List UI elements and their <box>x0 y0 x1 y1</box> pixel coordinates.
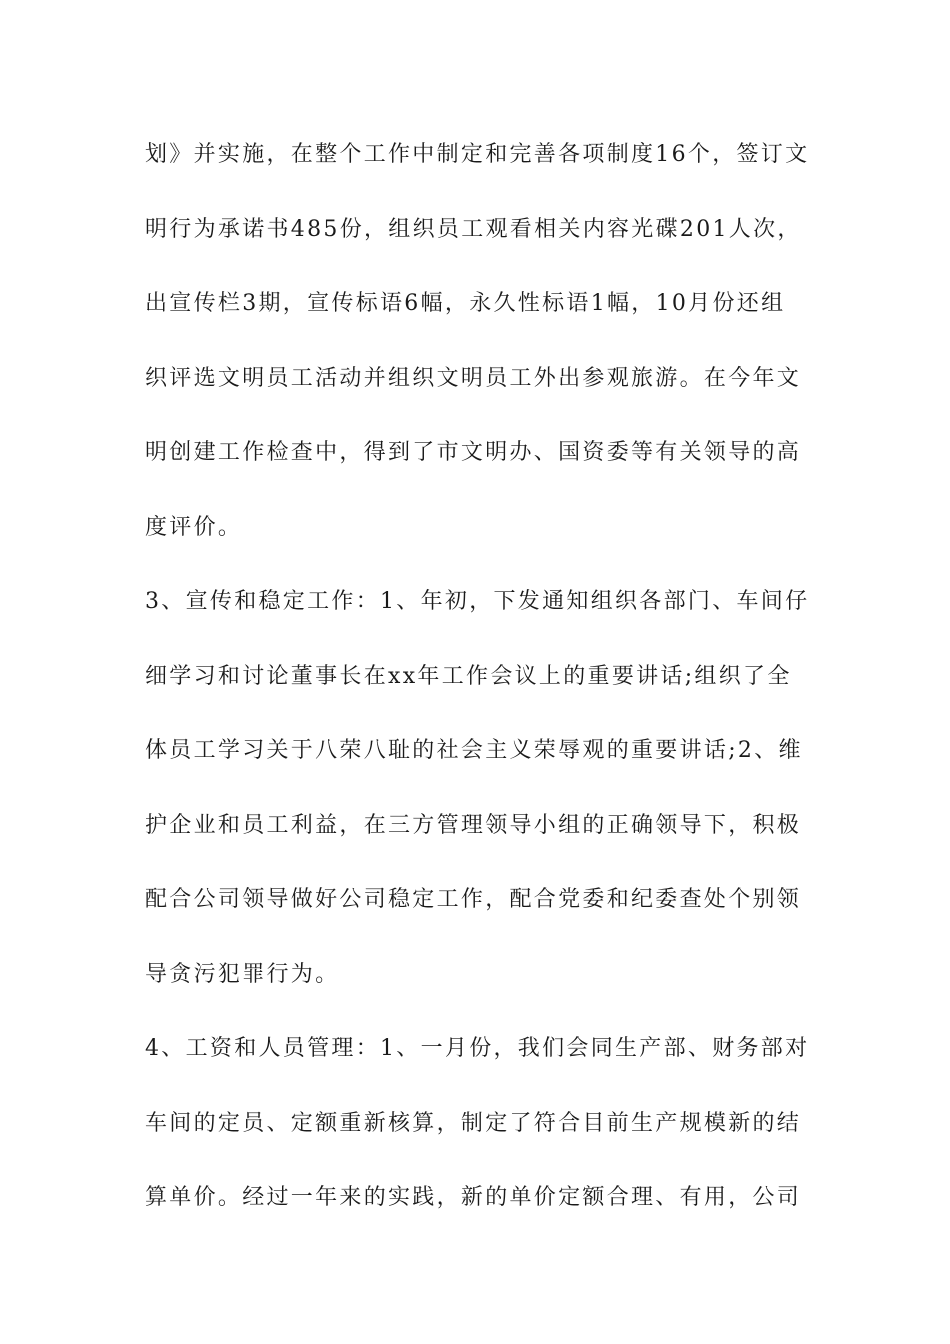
body-text <box>145 130 810 1248</box>
text-line: 导贪污犯罪行为。 <box>145 961 340 987</box>
text-line: 明行为承诺书485份，组织员工观看相关内容光碟201人次， <box>145 216 802 242</box>
text-line: 度评价。 <box>145 514 243 540</box>
text-line: 护企业和员工利益，在三方管理领导小组的正确领导下，积极 <box>145 812 802 838</box>
text-line: 配合公司领导做好公司稳定工作，配合党委和纪委查处个别领 <box>145 887 802 912</box>
text-line: 划》并实施，在整个工作中制定和完善各项制度16个，签订文 <box>145 142 810 167</box>
text-line: 明创建工作检查中，得到了市文明办、国资委等有关领导的高 <box>145 440 802 465</box>
text-line: 织评选文明员工活动并组织文明员工外出参观旅游。在今年文 <box>145 365 802 391</box>
text-line: 车间的定员、定额重新核算，制定了符合目前生产规模新的结 <box>145 1110 802 1136</box>
text-line: 算单价。经过一年来的实践，新的单价定额合理、有用，公司 <box>145 1185 802 1210</box>
text-line: 细学习和讨论董事长在xx年工作会议上的重要讲话;组织了全 <box>145 663 792 689</box>
text-line: 3、宣传和稳定工作：1、年初，下发通知组织各部门、车间仔 <box>145 589 810 614</box>
text-line: 体员工学习关于八荣八耻的社会主义荣辱观的重要讲话;2、维 <box>145 738 803 763</box>
text-line: 出宣传栏3期，宣传标语6幅，永久性标语1幅，10月份还组 <box>145 291 786 316</box>
text-line: 4、工资和人员管理：1、一月份，我们会同生产部、财务部对 <box>145 1036 810 1061</box>
